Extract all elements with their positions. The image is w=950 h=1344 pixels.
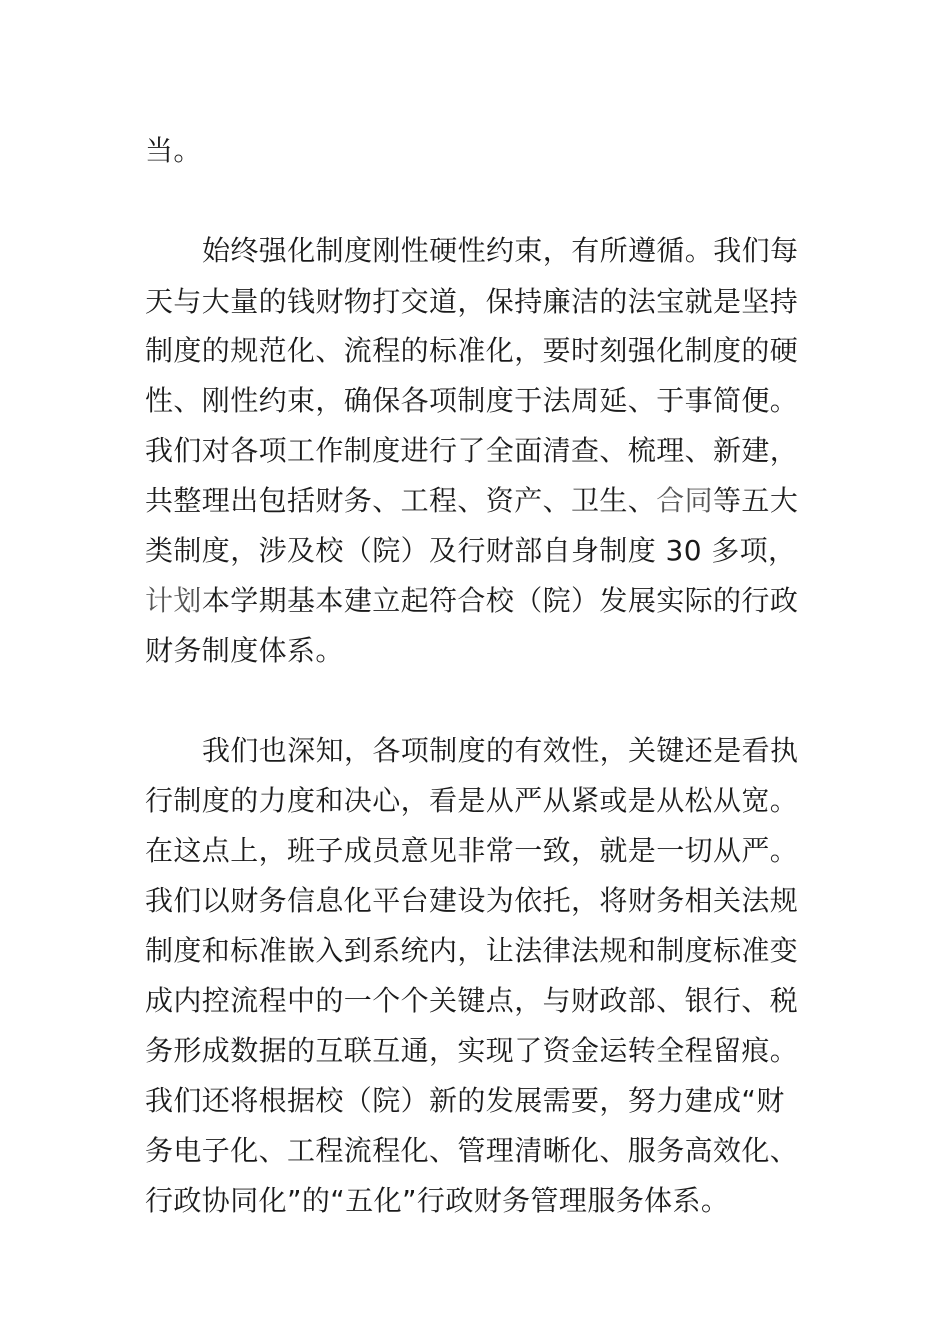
paragraph-2-line-8: 我们还将根据校（院）新的发展需要，努力建成“财	[145, 1084, 785, 1117]
paragraph-1-line-6-text-a: 共整理出包括财务、工程、资产、卫生、	[145, 484, 657, 517]
paragraph-1-line-9: 财务制度体系。	[145, 634, 344, 667]
paragraph-1-line-5: 我们对各项工作制度进行了全面清查、梳理、新建，	[145, 434, 799, 467]
paragraph-2-line-6: 成内控流程中的一个个关键点，与财政部、银行、税	[145, 984, 799, 1017]
paragraph-2-line-10: 行政协同化”的“五化”行政财务管理服务体系。	[145, 1184, 730, 1217]
paragraph-1-line-2: 天与大量的钱财物打交道，保持廉洁的法宝就是坚持	[145, 285, 799, 318]
paragraph-1-line-1: 始终强化制度刚性硬性约束，有所遵循。我们每	[202, 234, 799, 267]
paragraph-1-line-6-text-b: 等五大	[713, 484, 799, 517]
paragraph-1-line-6-text-contract: 合同	[656, 484, 714, 517]
paragraph-2-line-9: 务电子化、工程流程化、管理清晰化、服务高效化、	[145, 1134, 799, 1167]
paragraph-1-line-7: 类制度，涉及校（院）及行财部自身制度 30 多项，	[145, 534, 797, 567]
paragraph-1-line-4: 性、刚性约束，确保各项制度于法周延、于事简便。	[145, 384, 799, 417]
paragraph-1-line-8-text-b: 本学期基本建立起符合校（院）发展实际的行政	[201, 584, 799, 617]
paragraph-1-line-8-text-plan: 计划	[145, 584, 202, 617]
paragraph-2-line-4: 我们以财务信息化平台建设为依托，将财务相关法规	[145, 884, 799, 917]
paragraph-2-line-2: 行制度的力度和决心，看是从严从紧或是从松从宽。	[145, 784, 799, 817]
paragraph-2-line-3: 在这点上，班子成员意见非常一致，就是一切从严。	[145, 834, 799, 867]
paragraph-2-line-7: 务形成数据的互联互通，实现了资金运转全程留痕。	[145, 1034, 799, 1067]
paragraph-1-line-6	[145, 481, 815, 521]
paragraph-1-line-8	[145, 581, 815, 621]
paragraph-2-line-5: 制度和标准嵌入到系统内，让法律法规和制度标准变	[145, 934, 799, 967]
paragraph-0-line-1: 当。	[145, 134, 202, 167]
paragraph-2-line-1: 我们也深知，各项制度的有效性，关键还是看执	[202, 734, 799, 767]
paragraph-1-line-3: 制度的规范化、流程的标准化，要时刻强化制度的硬	[145, 334, 799, 367]
